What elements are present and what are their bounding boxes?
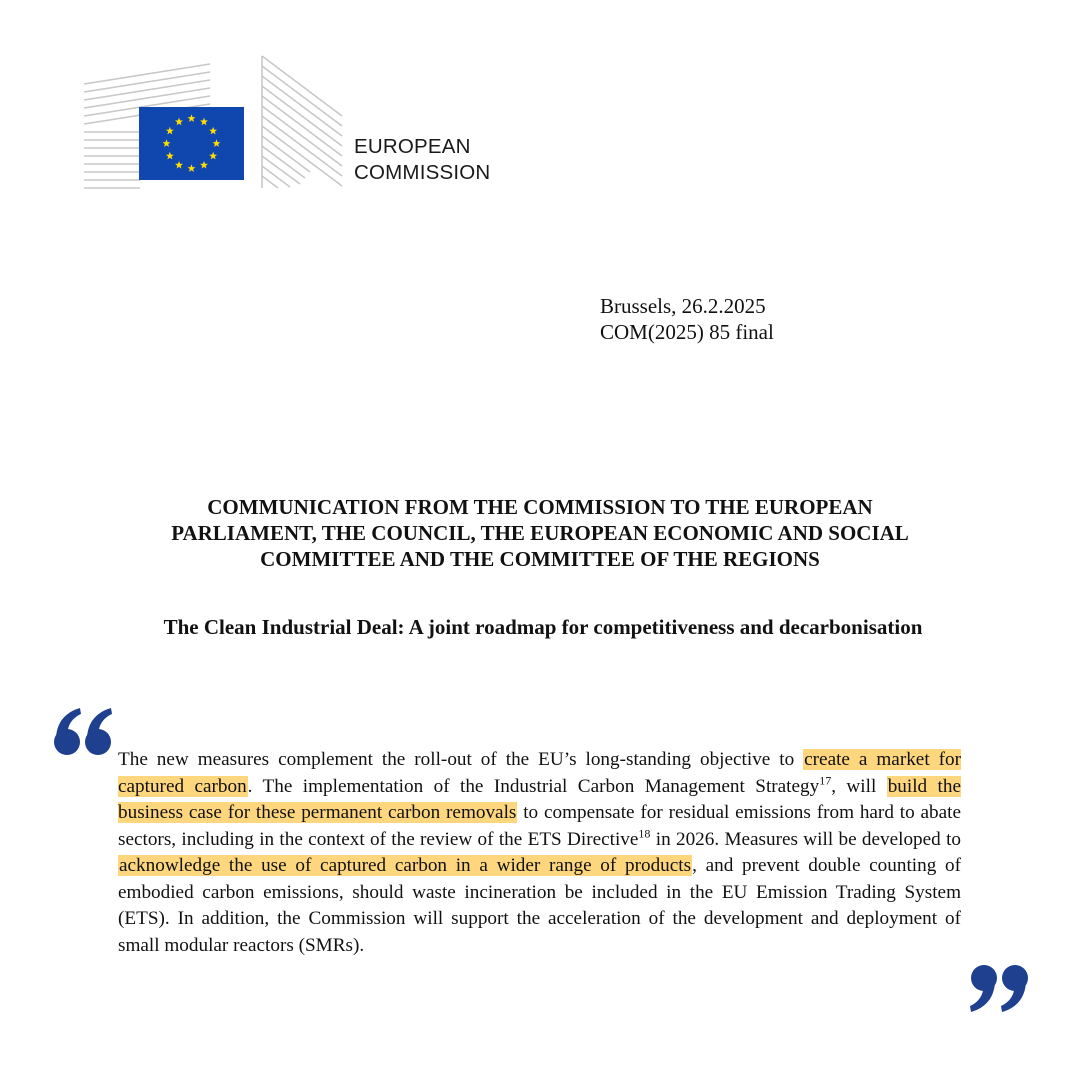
title-line-1: COMMUNICATION FROM THE COMMISSION TO THE EUROPEAN — [207, 495, 873, 519]
document-subtitle: The Clean Industrial Deal: A joint roadmap for competitiveness and decarbonisation — [163, 615, 923, 639]
title-line-3: COMMITTEE AND THE COMMITTEE OF THE REGIONS — [260, 547, 820, 571]
organisation-name — [354, 134, 490, 186]
org-name-line2: COMMISSION — [354, 161, 491, 184]
org-name-line1: EUROPEAN — [354, 135, 471, 158]
quote-text: . The implementation of the Industrial Carbon Management Strategy — [247, 775, 820, 797]
berlaymont-building-icon — [80, 52, 350, 192]
document-number: COM(2025) 85 final — [600, 320, 774, 344]
footnote-ref-18[interactable]: 18 — [638, 826, 651, 841]
european-commission-logo — [80, 52, 520, 192]
quote-text: , will — [831, 775, 887, 797]
close-quote-icon — [966, 950, 1030, 1020]
highlight-captured-carbon-products: acknowledge the use of captured carbon in a wider range of products — [119, 855, 692, 876]
quote-paragraph — [118, 747, 961, 959]
quote-text: in 2026. Measures will be developed to — [650, 828, 961, 850]
quote-text: , and prevent double counting of embodied carbon emissions, should waste incineration be included in the EU Emission Trading System (ETS). In addition, the Commission will support the acceleration of the development and deployment of small modular reactors (SMRs). — [118, 855, 962, 956]
document-title — [90, 494, 990, 572]
place-date: Brussels, 26.2.2025 — [600, 294, 766, 318]
quote-text: to compensate for residual emissions from hard to abate sectors, including in the context of the review of the ETS Directive — [118, 802, 961, 850]
document-reference — [600, 293, 774, 345]
quote-text: The new measures complement the roll-out of the EU’s long-standing objective to — [118, 749, 804, 770]
title-line-2: PARLIAMENT, THE COUNCIL, THE EUROPEAN ECONOMIC AND SOCIAL — [171, 521, 909, 545]
footnote-ref-17[interactable]: 17 — [819, 773, 832, 788]
open-quote-icon — [52, 700, 116, 770]
highlight-business-case: build the business case for these permanent carbon removals — [118, 775, 961, 823]
highlight-captured-carbon-market: create a market for captured carbon — [118, 749, 961, 797]
